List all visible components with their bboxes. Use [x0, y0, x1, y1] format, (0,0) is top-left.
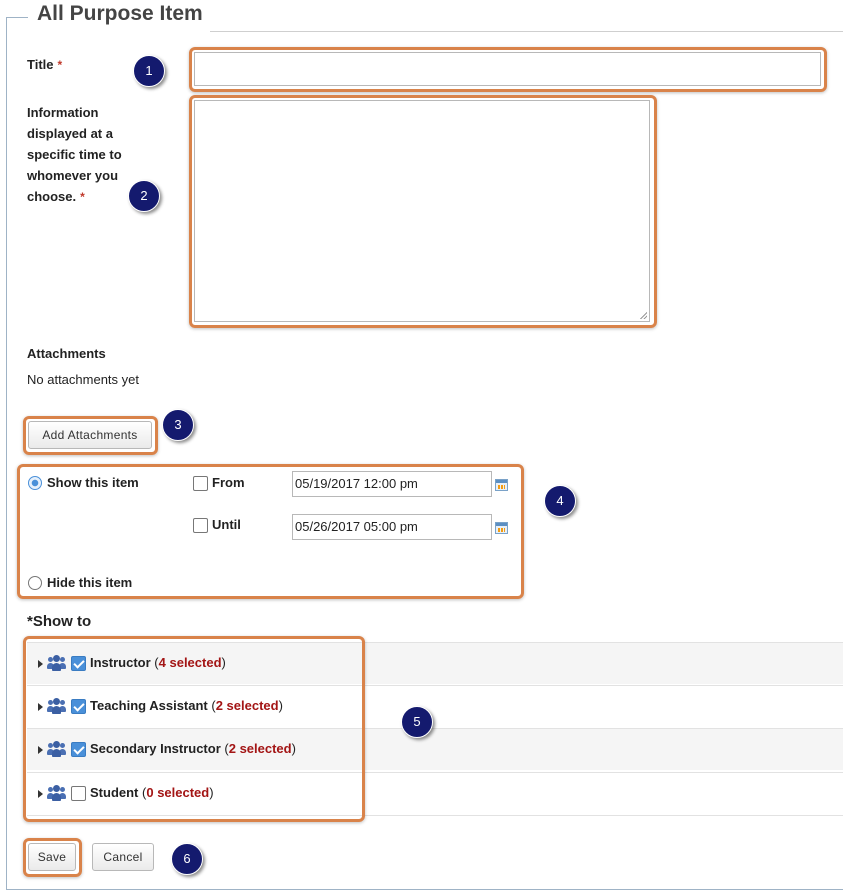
users-icon: [47, 698, 67, 714]
callout-badge-5: 5: [401, 706, 433, 738]
role-checkbox-instructor[interactable]: [71, 656, 86, 671]
no-attachments-text: No attachments yet: [27, 372, 139, 387]
role-checkbox-teaching-assistant[interactable]: [71, 699, 86, 714]
calendar-icon[interactable]: [495, 522, 508, 534]
title-input[interactable]: [194, 52, 821, 86]
info-label-line: specific time to: [27, 147, 122, 162]
role-name: Instructor: [90, 655, 151, 670]
caret-right-icon[interactable]: [38, 790, 43, 798]
fieldset-border-top-right: [210, 31, 843, 32]
role-label-student: Student (0 selected): [90, 785, 214, 800]
role-selected-count: 0 selected: [146, 785, 210, 800]
users-icon: [47, 655, 67, 671]
until-checkbox[interactable]: [193, 518, 208, 533]
caret-right-icon[interactable]: [38, 703, 43, 711]
show-item-label[interactable]: Show this item: [47, 475, 139, 490]
caret-right-icon[interactable]: [38, 746, 43, 754]
required-mark: *: [80, 190, 85, 204]
show-to-title: *Show to: [27, 613, 92, 630]
fieldset-border-bottom: [6, 889, 843, 890]
role-name: Student: [90, 785, 139, 800]
callout-badge-1: 1: [133, 55, 165, 87]
until-date-input[interactable]: 05/26/2017 05:00 pm: [292, 514, 492, 540]
users-icon: [47, 741, 67, 757]
role-label-secondary-instructor: Secondary Instructor (2 selected): [90, 741, 296, 756]
caret-right-icon[interactable]: [38, 660, 43, 668]
info-label-line: displayed at a: [27, 126, 113, 141]
from-label[interactable]: From: [212, 475, 245, 490]
callout-badge-3: 3: [162, 409, 194, 441]
role-selected-count: 2 selected: [215, 698, 279, 713]
fieldset-border-top: [6, 17, 28, 18]
title-label: [27, 54, 62, 76]
callout-badge-2: 2: [128, 180, 160, 212]
info-label-line: whomever you: [27, 168, 119, 183]
resize-grip-icon[interactable]: [640, 312, 647, 319]
info-textarea[interactable]: [194, 100, 650, 322]
calendar-icon[interactable]: [495, 479, 508, 491]
role-name: Secondary Instructor: [90, 741, 221, 756]
hide-item-label[interactable]: Hide this item: [47, 575, 133, 590]
role-row-student[interactable]: [27, 772, 843, 814]
callout-badge-4: 4: [544, 485, 576, 517]
role-checkbox-secondary-instructor[interactable]: [71, 742, 86, 757]
from-date-input[interactable]: 05/19/2017 12:00 pm: [292, 471, 492, 497]
role-name: Teaching Assistant: [90, 698, 208, 713]
role-row-secondary-instructor[interactable]: [27, 728, 843, 770]
role-selected-count: 2 selected: [228, 741, 292, 756]
add-attachments-button[interactable]: Add Attachments: [28, 421, 152, 449]
info-label-line: Information: [27, 105, 99, 120]
from-checkbox[interactable]: [193, 476, 208, 491]
callout-badge-6: 6: [171, 843, 203, 875]
required-mark: *: [57, 58, 63, 72]
role-label-instructor: Instructor (4 selected): [90, 655, 226, 670]
title-label-text: Title: [27, 57, 54, 72]
role-selected-count: 4 selected: [158, 655, 222, 670]
users-icon: [47, 785, 67, 801]
info-label-line-text: choose.: [27, 189, 77, 204]
hide-item-radio[interactable]: [28, 576, 42, 590]
show-item-radio[interactable]: [28, 476, 42, 490]
role-label-teaching-assistant: Teaching Assistant (2 selected): [90, 698, 283, 713]
role-list-bottom-divider: [27, 815, 843, 816]
attachments-heading: Attachments: [27, 346, 106, 361]
cancel-button[interactable]: Cancel: [92, 843, 154, 871]
role-row-instructor[interactable]: [27, 642, 843, 684]
fieldset-border-left: [6, 17, 7, 889]
role-checkbox-student[interactable]: [71, 786, 86, 801]
form-legend: All Purpose Item: [37, 2, 203, 25]
until-label[interactable]: Until: [212, 517, 241, 532]
role-row-teaching-assistant[interactable]: [27, 685, 843, 727]
save-button[interactable]: Save: [28, 843, 76, 871]
